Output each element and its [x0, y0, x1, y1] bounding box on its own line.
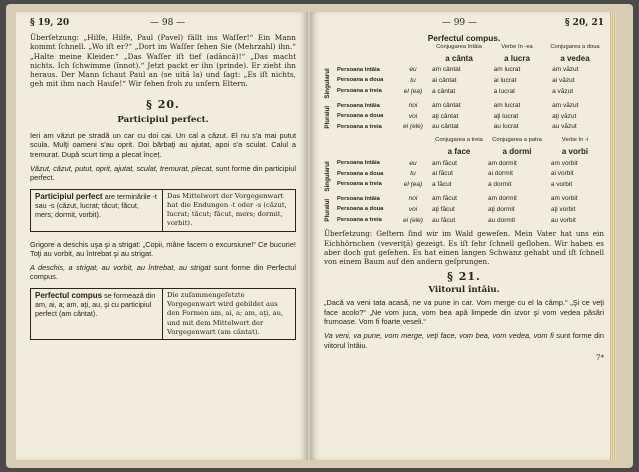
conj-head: Conjugarea a patra — [492, 137, 542, 144]
page-edge — [610, 12, 616, 460]
rule-text: are terminările -t sau -s (căzut, lucrat; tăcut; făcut, mers; dormit, vorbit). — [35, 191, 157, 220]
person-label: Persoana a doua — [337, 77, 384, 84]
conjugation-row — [336, 86, 604, 97]
pronoun: el (ea) — [403, 180, 423, 188]
pronoun: tu — [410, 76, 416, 84]
verb-form: au lucrat — [493, 123, 519, 131]
conjugation-table-1 — [324, 65, 604, 133]
translation-exercise: Überſetzung: Geſtern ſind wir im Wald geweſen. Mein Vater hat uns ein Eichhörnchen (veveriţă) gezeigt. Es iſt ſehr ſchnell geſlohen. Wir haben es aber doch gut geſehen. Es hat einen langen Schwanz gehabt und iſt ſchnell von einem Baum auf den andern geſprungen. — [324, 229, 604, 266]
section-mark: § 21. — [447, 270, 481, 284]
verb-form: au vorbit — [550, 216, 576, 224]
grammar-note — [324, 331, 604, 350]
conjugation-row — [336, 204, 604, 215]
verb-form: am cântat — [432, 66, 461, 74]
conjugation-grid — [336, 65, 604, 133]
plural-label: Pluralul — [324, 198, 331, 222]
infinitive: a lucra — [504, 53, 530, 63]
infinitive-row — [324, 54, 604, 63]
note-text: sunt forme din participiul perfect. — [30, 163, 296, 183]
person-label: Persoana a doua — [337, 170, 384, 177]
section-number: § 20, 21 — [564, 18, 604, 28]
verb-form: am vorbit — [550, 195, 578, 203]
verb-form: ai văzut — [552, 76, 575, 84]
infinitive: a vorbi — [561, 146, 589, 156]
conjugation-row — [336, 122, 604, 133]
verb-form: a cântat — [432, 87, 456, 95]
verb-form: ai vorbit — [550, 170, 574, 178]
singular-label: Singularul — [324, 161, 331, 192]
pronoun: eu — [409, 159, 417, 167]
conjugation-headers — [324, 44, 604, 51]
verb-form: a lucrat — [493, 87, 515, 95]
conjugation-grid — [336, 158, 604, 226]
conj-head: Verbe în -ea — [501, 44, 533, 50]
conjugation-row — [336, 65, 604, 76]
verb-form: a văzut — [552, 87, 574, 95]
example-forms: A deschis, a strigat, au vorbit, au întrebat, au strigat — [30, 262, 211, 272]
page-number: — 98 — — [149, 18, 186, 28]
verb-form: aţi lucrat — [493, 112, 519, 120]
infinitive: a dormi — [502, 146, 532, 156]
right-page — [310, 12, 616, 460]
person-label: Persoana întâia — [337, 66, 380, 73]
example-forms: Văzut, căzut, putut, oprit, ajutat, sculat, tremurat, plecat, — [30, 163, 214, 173]
verb-form: a dormit — [487, 180, 512, 188]
pronoun: noi — [408, 102, 418, 110]
verb-form: au făcut — [432, 216, 456, 224]
verb-form: am dormit — [487, 195, 517, 203]
plural-label: Pluralul — [324, 105, 331, 129]
verb-form: ai lucrat — [493, 76, 517, 84]
conjugation-row — [336, 179, 604, 190]
section-title: Viitorul întâiu. — [428, 285, 500, 296]
conjugation-row — [336, 168, 604, 179]
note-text: sunt forme din Perfectul compus. — [30, 262, 296, 282]
pronoun: ei (ele) — [403, 216, 423, 224]
infinitive: a cânta — [445, 53, 473, 63]
person-label: Persoana a treia — [337, 88, 382, 95]
verb-form: am făcut — [432, 195, 457, 203]
verb-form: aţi văzut — [552, 112, 577, 120]
grammar-note — [30, 263, 296, 282]
pronoun: noi — [408, 195, 418, 203]
open-book — [6, 4, 633, 468]
left-page-header — [30, 18, 296, 31]
example-forms: Va veni, va pune, vom merge, veţi face, vom bea, vom vedea, vom fi — [324, 330, 554, 340]
person-label: Persoana a doua — [337, 113, 384, 120]
translation-exercise: Überſetzung: „Hilfe, Hilfe, Paul (Pavel) fällt ins Waſſer!“ Ein Mann kommt ſchnell. „Wo iſt er?“ „Dort im Waſſer ſehen Sie (Mehrzahl) ihn.“ „Halte meine Kleider.“ „Das Waſſer iſt tief (adâncă)!“ „Das macht nichts. Ich ſchwimme (înnot).“ Jetzt packt er ihn (prinde). Er zieht ihn heraus. Der Mann ſchaut Paul an (se uită la) und ſagt: „Es iſt nichts, geh mit ihm nach Hauſe!“ Wir ſehen froh zu unſern Eltern. — [30, 33, 296, 89]
person-label: Persoana a treia — [337, 217, 382, 224]
infinitive-row — [324, 147, 604, 156]
infinitive: a face — [447, 146, 471, 156]
rule-box-romanian — [31, 289, 163, 339]
conjugation-headers — [324, 137, 604, 144]
conjugation-row — [336, 75, 604, 86]
conjugation-row — [336, 194, 604, 205]
person-label: Persoana a treia — [337, 123, 382, 130]
reading-paragraph: Grigore a deschis uşa şi a strigat: „Copii, mâne facem o excursiune!“ Ce bucurie! Toţi au vorbit, au întrebat şi au strigat. — [30, 239, 296, 259]
verb-form: aţi făcut — [432, 205, 455, 213]
section-title: Participiul perfect. — [117, 114, 209, 125]
conj-head: Verbe în -i — [561, 137, 589, 144]
grammar-note — [30, 164, 296, 183]
left-page — [16, 12, 308, 460]
person-label: Persoana întâia — [337, 195, 380, 202]
conj-head: Conjugarea întâia — [436, 44, 482, 50]
reading-paragraph: „Dacă va veni tata acasă, ne va pune in car. Vom merge cu el la câmp.“ „Şi ce veţi face acolo?“ „Ne vom juca, vom bea apă limpede din izvor şi vom vedea păsări frumoase. Vom fi foarte veseli.“ — [324, 298, 604, 327]
verb-form: aţi dormit — [487, 205, 515, 213]
conj-head: Conjugarea a doua — [550, 44, 600, 50]
rule-term: Perfectul compus — [35, 290, 103, 300]
rule-box-german: Das Mittelwort der Vorgegenwart hat die Endungen -t oder -s (căzut, lucrat; tăcut; făcut, mers; dormit, vorbit). — [167, 191, 287, 228]
person-label: Persoana întâia — [337, 102, 380, 109]
signature-mark: 7* — [596, 354, 604, 363]
number-labels — [324, 158, 336, 226]
rule-box-romanian — [31, 190, 163, 231]
verb-form: au văzut — [552, 123, 577, 131]
note-text: sunt forme din viitorul întâiu. — [324, 330, 604, 350]
pronoun: el (ea) — [403, 87, 423, 95]
number-labels — [324, 65, 336, 133]
rule-box-perfect — [30, 288, 296, 340]
verb-form: am dormit — [487, 159, 517, 167]
verb-form: am lucrat — [493, 66, 521, 74]
conjugation-row — [336, 158, 604, 169]
verb-form: am vorbit — [550, 159, 578, 167]
pronoun: voi — [408, 205, 418, 213]
verb-form: am făcut — [432, 159, 457, 167]
rule-text: se formează din am, ai, a; am, aţi, au, şi cu participiul perfect (am cântat). — [35, 290, 156, 319]
pronoun: tu — [410, 170, 416, 178]
verb-form: au cântat — [432, 123, 459, 131]
pronoun: voi — [408, 112, 418, 120]
verb-form: a făcut — [432, 180, 452, 188]
person-label: Persoana a treia — [337, 181, 382, 188]
right-page-header — [324, 18, 604, 31]
person-label: Persoana întâia — [337, 160, 380, 167]
verb-form: am lucrat — [493, 102, 521, 110]
verb-form: aţi vorbit — [550, 205, 576, 213]
pronoun: eu — [409, 66, 417, 74]
conj-head: Conjugarea a treia — [435, 137, 483, 144]
infinitive: a vedea — [560, 53, 590, 63]
verb-form: am cântat — [432, 102, 461, 110]
conjugation-row — [336, 100, 604, 111]
verb-form: a vorbit — [550, 180, 573, 188]
verb-form: ai dormit — [487, 170, 513, 178]
section-mark: § 20. — [146, 97, 180, 111]
conjugation-title: Perfectul compus. — [427, 33, 501, 43]
person-label: Persoana a doua — [337, 206, 384, 213]
conjugation-row — [336, 111, 604, 122]
pronoun: ei (ele) — [403, 123, 423, 131]
page-number: — 99 — — [441, 18, 478, 28]
conjugation-table-2 — [324, 158, 604, 226]
verb-form: aţi cântat — [432, 112, 459, 120]
rule-box-german: Die zuſammengeſetzte Vorgegenwart wird gebildet aus den Formen am, ai, a; am, aţi, au, und mit dem Mittelwort der Vorgegenwart (am cântat). — [167, 290, 284, 336]
rule-term: Participiul perfect — [35, 191, 103, 201]
verb-form: ai cântat — [432, 76, 457, 84]
verb-form: au dormit — [487, 216, 516, 224]
rule-box-participle — [30, 189, 296, 232]
verb-form: am văzut — [552, 102, 579, 110]
verb-form: ai făcut — [432, 170, 453, 178]
conjugation-row — [336, 215, 604, 226]
singular-label: Singularul — [324, 68, 331, 99]
verb-form: am văzut — [552, 66, 579, 74]
reading-paragraph: Ieri am văzut pe stradă un car cu doi cai. Un cal a căzut. El nu s'a mai putut scula. Mulţi oameni s'au oprit. Doi bărbaţi au ajutat, apoi s'a sculat. Calul a tremurat. După scurt timp a plecat înceț. — [30, 130, 296, 159]
section-number: § 19, 20 — [30, 18, 70, 28]
